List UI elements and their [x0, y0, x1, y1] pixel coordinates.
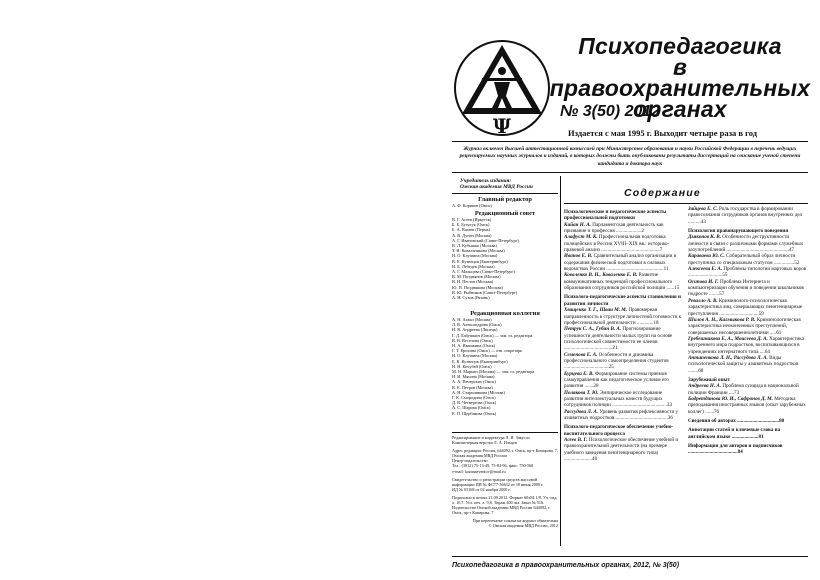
- entry-author: Антипенкова Л. Н., Рассудова Л. А.: [688, 354, 768, 361]
- contents-entry: [564, 352, 682, 371]
- contents-section: Информация для авторов и подписчиков .......................................84: [688, 443, 783, 456]
- contents-entry: [688, 298, 808, 317]
- member-name: А. Н. Ахвал (Москва): [452, 317, 492, 322]
- entry-title: Криминолого-психологическая характеристика лиц, совершающих пенитенциарные преступления ...............................59: [688, 297, 803, 317]
- entry-author: Гребешникова Е. А., Моисеева Д. А.: [688, 335, 768, 342]
- member-name: Н. И. Мясина (Москва): [452, 374, 495, 380]
- entry-author: Зайцева Е. С.: [688, 206, 718, 212]
- entry-title: Уровень развития рефлексивности у аэшвитных подростков .........................................36: [564, 408, 679, 421]
- contents-entry: [564, 222, 682, 235]
- member-name: Б. Б. Бузулук (Омск): [452, 222, 490, 228]
- entry-title: Виды психологической защиты у аэшвитных подростков ........68: [688, 354, 799, 374]
- entry-author: Коваленко В. Н., Коваленко Е. В.: [564, 272, 638, 279]
- contents-section: Психолого-педагогические аспекты становления и развития личности: [564, 294, 681, 307]
- contents-section: Аннотации статей и ключевые слова на английском языке .....................81: [688, 427, 781, 440]
- member-name: В. Е. Кузнецов (Екатеринбург): [452, 258, 508, 264]
- contents-entry: [564, 326, 682, 351]
- member-name: А. Н. Сухов (Рязань): [452, 295, 490, 301]
- member-name: Н. О. Клушина (Москва): [452, 253, 498, 259]
- chief-editor-title: Главный редактор: [478, 196, 532, 203]
- entry-title: Собирательный образ личности преступника со специальным статусом ................52: [688, 253, 800, 266]
- entry-author: Петрук С. А., Губин В. А.: [564, 326, 622, 333]
- contents-column-2: [688, 206, 808, 456]
- issue-number: № 3(50) 2012: [560, 103, 661, 120]
- publication-info: Издается с мая 1995 г. Выходит четыре раза в год: [568, 128, 758, 138]
- entry-title: Профессиональная подготовка полицейских в России XVIII–XIX вв.: историко-правовой анализ ..............................................7: [564, 234, 670, 254]
- contents-section: Зарубежный опыт: [688, 376, 730, 383]
- column-divider: [560, 176, 561, 546]
- entry-author: Дьяконов К. В.: [688, 234, 721, 241]
- contents-rule: [564, 203, 808, 204]
- footer-caption: Психопедагогика в правоохранительных органах, 2012, № 3(50): [452, 562, 680, 569]
- entry-author: Алексеева Е. А.: [688, 266, 723, 273]
- member-name: Г. Д. Бабушкин (Омск) — зам. гл. редактора: [452, 332, 533, 338]
- svg-text:Ψ: Ψ: [492, 114, 512, 138]
- editorial-college-title: Редакционная коллегия: [470, 310, 540, 317]
- editorial-college: [452, 310, 558, 416]
- entry-author: Осипова И. Г.: [688, 278, 719, 285]
- contents-entry: [564, 437, 682, 462]
- contents-entry: [688, 317, 808, 336]
- member-name: Н. В. Андреева (Липецк): [452, 327, 498, 333]
- contents-title: Содержание: [624, 187, 701, 199]
- contents-section: Психологические и педагогические аспекты профессиональной подготовки: [564, 209, 667, 222]
- entry-author: Караваева Ю. С.: [688, 253, 725, 260]
- chief-editor-block: [452, 196, 558, 208]
- contents-column-1: [564, 206, 682, 462]
- contents-section: Психолого-педагогическое обеспечение учебно-воспитательного процесса: [564, 424, 674, 437]
- entry-author: Иванов Е. В.: [564, 253, 593, 260]
- member-name: А. Г. Ивановский (Санкт-Петербург): [452, 237, 519, 243]
- journal-logo: [452, 38, 552, 138]
- entry-title: Правомерная направленность в структуре личностной готовности к профессиональной деятельности .............18: [564, 307, 682, 326]
- vak-note: Журнал включен Высшей аттестационной комиссией при Министерстве образования и науки Российской Федерации в перечень ведущих рецензируемых научных журналов и изданий, в которых должны быть опубликованы результаты диссертаций на соискание ученой степени кандидата и доктора наук: [459, 146, 801, 167]
- entry-title: Проблема суицида в национальной полиции Франции ....73: [688, 383, 799, 396]
- member-name: Е. П. Щербакова (Омск): [452, 410, 497, 416]
- editorial-college-list: [452, 317, 558, 416]
- member-name: Т. Н. Ковальникова (Москва): [452, 248, 505, 254]
- imprint-rule: [452, 432, 558, 433]
- entry-author: Кийан Н. А.: [564, 221, 591, 228]
- contents-entry: [564, 253, 682, 272]
- entry-title: Криминологическая характеристика неоконченных преступлений, совершаемых несовершеннолетними .....61: [688, 316, 801, 336]
- member-name: В. Е. Петров (Москва): [452, 384, 493, 390]
- footer-rule: [452, 556, 808, 557]
- entry-title: Роль государства в формировании правосознания сотрудников органов внутренних дел ..........43: [688, 206, 803, 225]
- member-name: Л. В. Александрова (Омск): [452, 322, 502, 328]
- entry-title: Особенности деструктивности личности в связи с различными формами служебных злоупотреблений .................................................47: [688, 234, 804, 254]
- contents-entry: [688, 396, 808, 415]
- member-name: В. М. Позднянов (Москва): [452, 274, 501, 280]
- entry-author: Рассудова Л. А.: [564, 408, 599, 415]
- member-name: М. Н. Марьин (Москва) — зам. гл. редактора: [452, 369, 535, 375]
- entry-author: Бурцева Е. В.: [564, 370, 594, 377]
- member-name: Н. О. Клушина (Москва): [452, 353, 498, 359]
- member-name: А. Н. Старшинкова (Москва): [452, 389, 505, 395]
- contents-entry: [688, 206, 808, 225]
- contents-entry: [564, 390, 682, 409]
- entry-title: Сравнительный анализ организации и содержания физической подготовки в силовых ведомствах России .............................................11: [564, 253, 677, 273]
- contents-section: Психология правонарушающего поведения: [688, 228, 789, 235]
- entry-title: Эмпирическое исследование развития интеллектуальных качеств будущих сотрудников полиции ...........................................33: [564, 389, 672, 409]
- entry-title: Развитие коммуникативных тенденций профессионального образования сотрудников российской полиции ......15: [564, 272, 680, 292]
- contents-entry: [688, 336, 808, 355]
- founder-block: Учредитель издания: Омская академия МВД России: [460, 178, 533, 190]
- contents-entry: [688, 234, 808, 253]
- entry-title: Прогнозирование успешности деятельности малых групп на основе психологической совместимости ее членов ......................................21: [564, 326, 673, 352]
- member-name: Ю. П. Позднякова (Москва): [452, 284, 503, 290]
- contents-entry: [564, 307, 682, 326]
- member-name: А. А. Печерских (Омск): [452, 379, 496, 385]
- member-name: А. В. Дугин (Москва): [452, 232, 492, 238]
- member-name: Н. А. Ивашкина (Омск): [452, 343, 496, 349]
- contents-entry: [688, 383, 808, 396]
- entry-author: Ревалло А. В.: [688, 297, 718, 304]
- vak-rule: [452, 172, 808, 173]
- member-name: В. Н. Пестов (Москва): [452, 279, 494, 285]
- chief-editor-name: А. Ф. Кориков (Омск): [452, 203, 492, 208]
- founder-rule: [452, 193, 558, 194]
- contents-entry: [688, 253, 808, 266]
- entry-author: Алафуст М. К.: [564, 234, 598, 241]
- member-name: А. Г. Мальцева (Санкт-Петербург): [452, 269, 515, 275]
- member-name: В. В. Веселова (Омск): [452, 337, 493, 343]
- member-name: Н. Б. Лебедев (Москва): [452, 263, 495, 269]
- contents-section: Сведения об авторах .................................80: [688, 418, 785, 424]
- contents-entry: [564, 409, 682, 422]
- imprint-block: Редактирование и корректура Л. И. Закусло Компьютерная верстка Л. А. Ильцев Адрес редакции: Россия, 644092, г. Омск, пр-т Комарова, 7, Омская академия МВД России Центр-издательство Тел.: (3812) 75-13-49, 75-84-96, факс: 750-560 e-mail: kazanaeventov@mail.ru Свидетельство о регистрации средств массовой информации ПИ № ФС77-36632 от 18 июня 2009 г. ИД № 03168 от 02 ноября 2000 г. Подписано в печать 21.09.2012. Формат 60х84 1/8. Уч.-изд. л. 10,7. Усл. печ. л. 9,8. Тираж 400 экз. Заказ № 316. Издательство Омской академии МВД России 644092, г. Омск, пр-т Комарова, 7 При перепечатке ссылка на журнал обязательна © Омская академия МВД России, 2012: [452, 435, 558, 529]
- contents-entry: [564, 371, 682, 390]
- member-name: Г. Т. Ерохина (Омск) — отв. секретарь: [452, 348, 523, 354]
- member-name: Б. К. Кузнецов (Екатеринбург): [452, 358, 508, 364]
- entry-author: Бадретдинова Ю. И., Сафронов Д. М.: [688, 395, 773, 402]
- entry-author: Семенова Е. А.: [564, 351, 598, 358]
- member-name: Н. Н. Кочубей (Омск): [452, 363, 492, 369]
- editorial-board: [452, 210, 558, 300]
- member-name: Д. В. Четвергова (Омск): [452, 400, 497, 406]
- contents-entry: [564, 234, 682, 253]
- entry-title: Характеристика внутреннего мира подростков, воспитывающихся в учреждениях интернатного типа ....64: [688, 335, 804, 355]
- contents-entry: [688, 279, 808, 298]
- member-name: А. С. Шарова (Омск): [452, 405, 491, 411]
- entry-title: Проблема Интернета и компьютеризации обучения и поведении школьников подросте ........57: [688, 278, 804, 298]
- member-name: В. Л. Кубышко (Москва): [452, 243, 497, 249]
- entry-author: Шилов А. Н., Калмыкова Р. В.: [688, 316, 756, 323]
- header-rule: [452, 141, 808, 142]
- entry-title: Методика преподавания иностранных языков (опыт зарубежных коллег) .......76: [688, 395, 806, 415]
- entry-author: Андреева Н. А.: [688, 383, 722, 390]
- entry-title: Формирование системы приемов самоуправления как педагогическое условие его развития .......28: [564, 370, 669, 390]
- member-name: Б. А. Ватаев (Пермь): [452, 227, 491, 233]
- entry-title: Психологическое обеспечение учебной и правоохранительной деятельности (на примере учебного заведения пенитенциарного типа) ......................40: [564, 437, 679, 463]
- contents-entry: [564, 272, 682, 291]
- entry-author: Полякова Т. Ю.: [564, 389, 599, 396]
- editorial-board-list: [452, 217, 558, 300]
- contents-entry: [688, 355, 808, 374]
- entry-author: Хващенко Т. Г., Шваи М. М.: [564, 307, 628, 314]
- entry-title: Особенности и динамика профессионального самоопределения студентов ...................................25: [564, 351, 669, 371]
- member-name: В. Г. Асеев (Иркутск): [452, 217, 492, 222]
- entry-title: Парламентская деятельность как призвание и профессия ....................2: [564, 221, 664, 235]
- entry-title: Проблемы типологии мартовых воров ...........................55: [688, 266, 807, 279]
- member-name: Г. К. Смородина (Омск): [452, 395, 496, 401]
- editorial-board-title: Редакционный совет: [474, 210, 536, 217]
- contents-entry: [688, 266, 808, 279]
- entry-author: Асеев В. Г.: [564, 437, 588, 444]
- member-name: В. Ю. Рыбников (Санкт-Петербург): [452, 289, 518, 295]
- journal-title: Психопедагогика в правоохранительных органах: [549, 33, 811, 122]
